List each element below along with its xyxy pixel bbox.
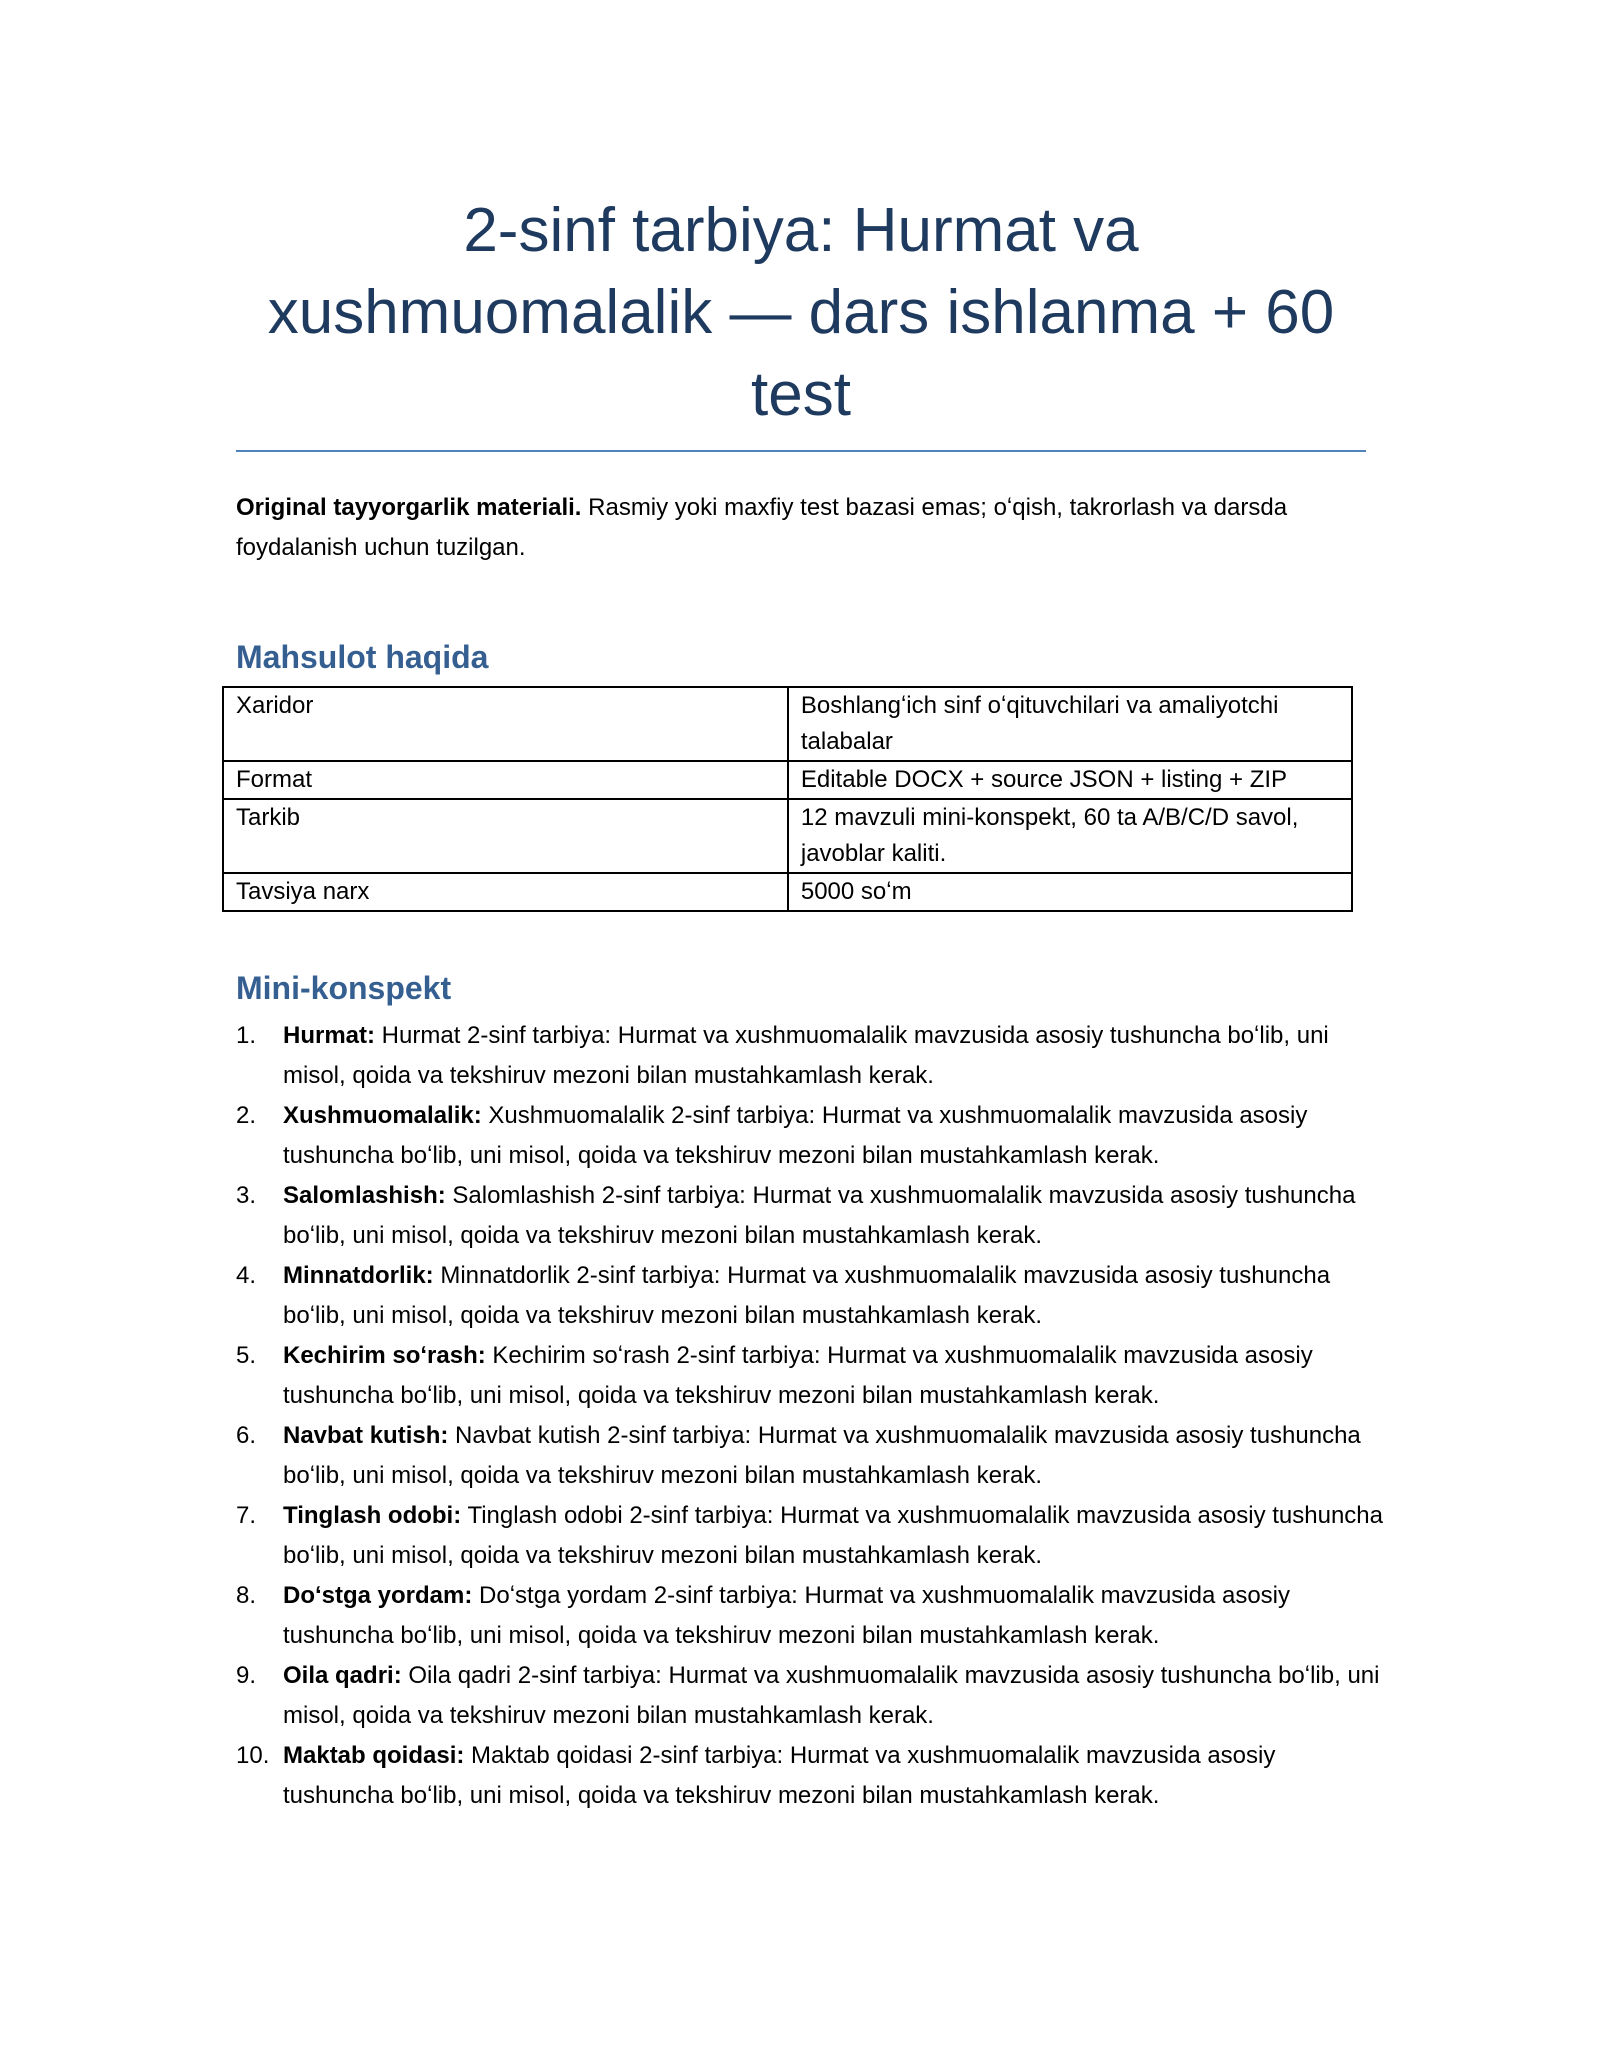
- list-item: [236, 1336, 1386, 1416]
- document-title: 2-sinf tarbiya: Hurmat va xushmuomalalik — dars ishlanma + 60 test: [267, 196, 1335, 429]
- list-item-text: Hurmat 2-sinf tarbiya: Hurmat va xushmuomalalik mavzusida asosiy tushuncha boʻlib, uni misol, qoida va tekshiruv mezoni bilan mustahkamlash kerak.: [283, 1022, 1329, 1089]
- list-item-text: Tinglash odobi 2-sinf tarbiya: Hurmat va xushmuomalalik mavzusida asosiy tushuncha boʻlib, uni misol, qoida va tekshiruv mezoni bilan mustahkamlash kerak.: [283, 1502, 1383, 1569]
- list-item-term: Xushmuomalalik:: [283, 1102, 482, 1129]
- list-item-term: Hurmat:: [283, 1022, 376, 1049]
- product-info-table: [222, 686, 1353, 912]
- list-item-text: Maktab qoidasi 2-sinf tarbiya: Hurmat va xushmuomalalik mavzusida asosiy tushuncha boʻlib, uni misol, qoida va tekshiruv mezoni bilan mustahkamlash kerak.: [283, 1742, 1276, 1809]
- list-item-number: 3.: [236, 1182, 257, 1209]
- mini-konspekt-list: [236, 1016, 1386, 1816]
- table-cell-value: 5000 soʻm: [788, 873, 1352, 911]
- title-divider: [236, 450, 1366, 452]
- list-item-term: Doʻstga yordam:: [283, 1582, 473, 1609]
- list-item-number: 5.: [236, 1342, 257, 1369]
- table-cell-key: Xaridor: [223, 687, 788, 761]
- list-item: [236, 1176, 1386, 1256]
- list-item-number: 6.: [236, 1422, 257, 1449]
- list-item-term: Minnatdorlik:: [283, 1262, 434, 1289]
- section-heading-product: Mahsulot haqida: [236, 639, 489, 675]
- list-item-number: 2.: [236, 1102, 257, 1129]
- list-item-term: Kechirim soʻrash:: [283, 1342, 486, 1369]
- list-item-number: 10.: [236, 1742, 270, 1769]
- table-cell-value: Boshlangʻich sinf oʻqituvchilari va amaliyotchi talabalar: [788, 687, 1352, 761]
- table-cell-key: Format: [223, 761, 788, 799]
- list-item-term: Oila qadri:: [283, 1662, 402, 1689]
- intro-paragraph: [236, 488, 1376, 568]
- list-item-term: Salomlashish:: [283, 1182, 446, 1209]
- list-item: [236, 1576, 1386, 1656]
- list-item: [236, 1096, 1386, 1176]
- list-item-text: Xushmuomalalik 2-sinf tarbiya: Hurmat va xushmuomalalik mavzusida asosiy tushuncha boʻlib, uni misol, qoida va tekshiruv mezoni bilan mustahkamlash kerak.: [283, 1102, 1308, 1169]
- intro-text: Rasmiy yoki maxfiy test bazasi emas; oʻqish, takrorlash va darsda foydalanish uchun tuzilgan.: [236, 494, 1288, 561]
- list-item-term: Tinglash odobi:: [283, 1502, 462, 1529]
- list-item-text: Kechirim soʻrash 2-sinf tarbiya: Hurmat va xushmuomalalik mavzusida asosiy tushuncha boʻlib, uni misol, qoida va tekshiruv mezoni bilan mustahkamlash kerak.: [283, 1342, 1313, 1409]
- list-item-number: 7.: [236, 1502, 257, 1529]
- section-heading-mini-konspekt: Mini-konspekt: [236, 970, 452, 1006]
- list-item-number: 1.: [236, 1022, 257, 1049]
- list-item-term: Maktab qoidasi:: [283, 1742, 465, 1769]
- list-item-number: 9.: [236, 1662, 257, 1689]
- list-item-text: Minnatdorlik 2-sinf tarbiya: Hurmat va xushmuomalalik mavzusida asosiy tushuncha boʻlib, uni misol, qoida va tekshiruv mezoni bilan mustahkamlash kerak.: [283, 1262, 1331, 1329]
- table-cell-key: Tavsiya narx: [223, 873, 788, 911]
- table-cell-value: Editable DOCX + source JSON + listing + ZIP: [788, 761, 1352, 799]
- intro-bold-lead: Original tayyorgarlik materiali.: [236, 494, 582, 521]
- table-cell-key: Tarkib: [223, 799, 788, 873]
- list-item: [236, 1256, 1386, 1336]
- list-item-term: Navbat kutish:: [283, 1422, 449, 1449]
- list-item-text: Salomlashish 2-sinf tarbiya: Hurmat va xushmuomalalik mavzusida asosiy tushuncha boʻlib, uni misol, qoida va tekshiruv mezoni bilan mustahkamlash kerak.: [283, 1182, 1356, 1249]
- table-cell-value: 12 mavzuli mini-konspekt, 60 ta A/B/C/D savol, javoblar kaliti.: [788, 799, 1352, 873]
- list-item-text: Navbat kutish 2-sinf tarbiya: Hurmat va xushmuomalalik mavzusida asosiy tushuncha boʻlib, uni misol, qoida va tekshiruv mezoni bilan mustahkamlash kerak.: [283, 1422, 1361, 1489]
- table-row: [223, 761, 1352, 799]
- list-item: [236, 1736, 1386, 1816]
- list-item-text: Doʻstga yordam 2-sinf tarbiya: Hurmat va xushmuomalalik mavzusida asosiy tushuncha boʻlib, uni misol, qoida va tekshiruv mezoni bilan mustahkamlash kerak.: [283, 1582, 1291, 1649]
- list-item: [236, 1016, 1386, 1096]
- table-row: [223, 873, 1352, 911]
- table-row: [223, 799, 1352, 873]
- list-item-number: 4.: [236, 1262, 257, 1289]
- table-row: [223, 687, 1352, 761]
- list-item: [236, 1656, 1386, 1736]
- list-item-text: Oila qadri 2-sinf tarbiya: Hurmat va xushmuomalalik mavzusida asosiy tushuncha boʻlib, uni misol, qoida va tekshiruv mezoni bilan mustahkamlash kerak.: [283, 1662, 1380, 1729]
- list-item-number: 8.: [236, 1582, 257, 1609]
- list-item: [236, 1496, 1386, 1576]
- list-item: [236, 1416, 1386, 1496]
